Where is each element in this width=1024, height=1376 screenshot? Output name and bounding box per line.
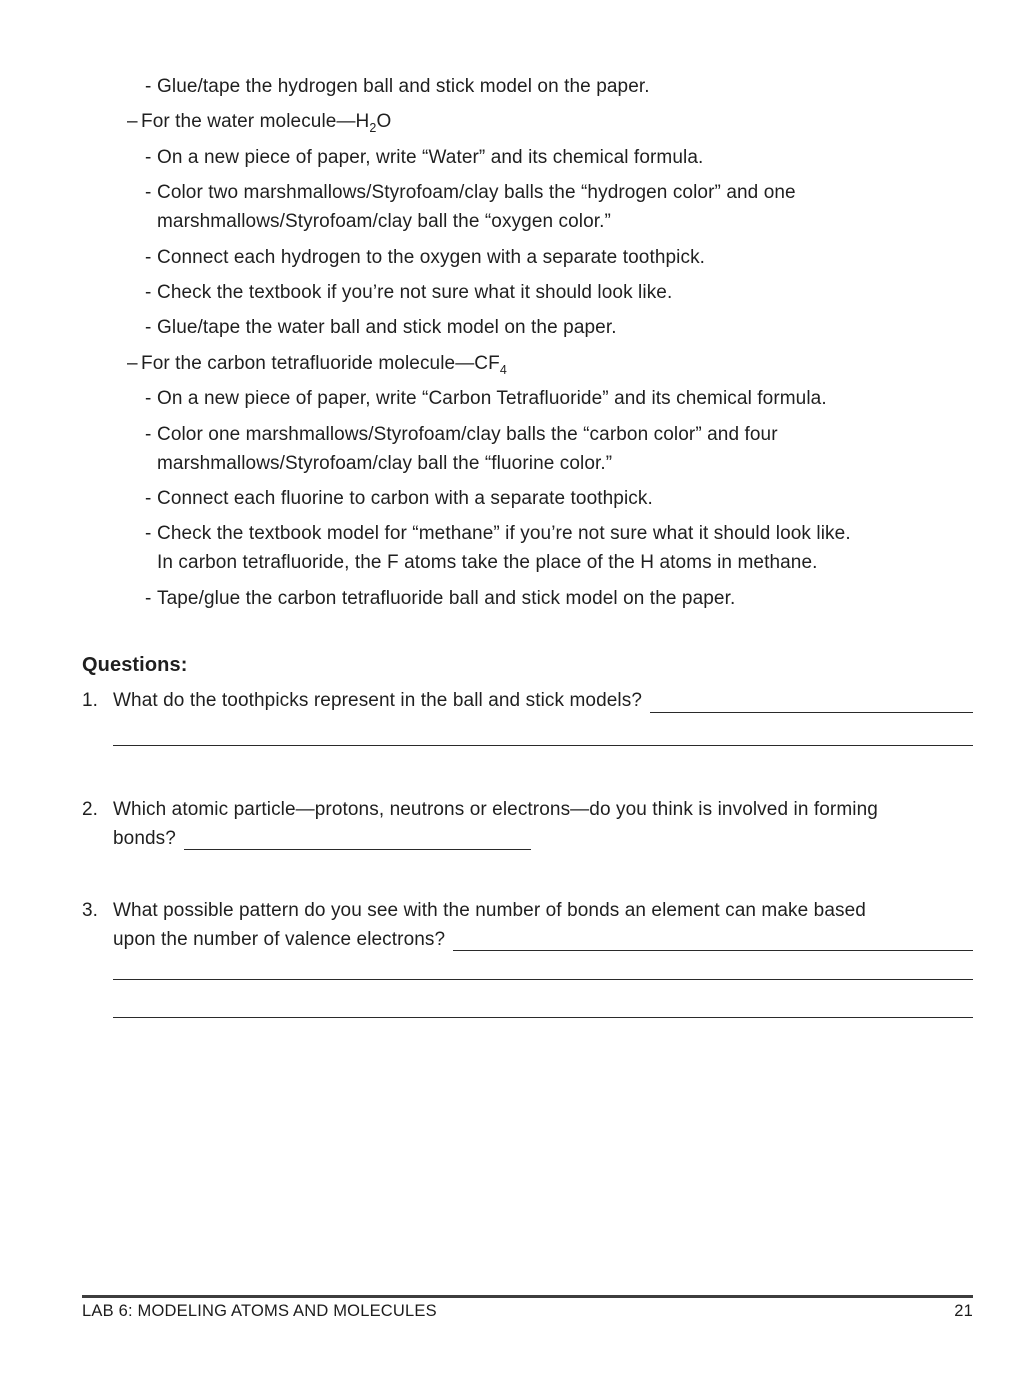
question-number: 1.: [82, 690, 99, 711]
list-item: [145, 243, 973, 272]
question-text: What possible pattern do you see with the number of bonds an element can make based: [113, 900, 866, 921]
list-item: [145, 384, 973, 413]
formula-text: O: [376, 111, 392, 133]
list-item-text: Connect each hydrogen to the oxygen with a separate toothpick.: [157, 246, 706, 268]
formula-subscript: 2: [369, 121, 377, 136]
list-item-text: Glue/tape the hydrogen ball and stick model on the paper.: [157, 76, 650, 97]
question-text: upon the number of valence electrons?: [113, 928, 446, 950]
answer-line: [113, 1017, 973, 1018]
list-item: [145, 143, 973, 172]
dash-bullet: -: [145, 587, 152, 609]
question-number: 2.: [82, 799, 99, 820]
dash-bullet: -: [145, 523, 152, 545]
question-2: [82, 796, 973, 853]
formula-text: For the carbon tetrafluoride molecule—CF: [141, 352, 500, 374]
instruction-list: [82, 72, 973, 619]
list-item-text: Check the textbook if you’re not sure what it should look like.: [157, 281, 673, 303]
page-footer: [82, 1301, 973, 1321]
list-item-text: On a new piece of paper, write “Water” and its chemical formula.: [157, 146, 704, 168]
list-item-carbon-tetrafluoride-molecule: [127, 349, 973, 378]
list-item-text: marshmallows/Styrofoam/clay ball the “oxygen color.”: [157, 211, 611, 233]
page-number: 21: [954, 1302, 973, 1320]
list-item-text: Color two marshmallows/Styrofoam/clay balls the “hydrogen color” and one: [157, 182, 796, 204]
answer-line: [113, 979, 973, 980]
list-item: [145, 313, 973, 342]
list-item: [145, 278, 973, 307]
question-text: What do the toothpicks represent in the ball and stick models?: [113, 690, 642, 711]
answer-line: [113, 745, 973, 746]
answer-blank: [184, 825, 531, 851]
question-3: [82, 897, 973, 954]
list-item-text: In carbon tetrafluoride, the F atoms take the place of the H atoms in methane.: [157, 552, 818, 574]
question-text: bonds?: [113, 827, 176, 849]
question-1: [82, 687, 973, 716]
question-number: 3.: [82, 900, 99, 921]
dash-bullet: -: [145, 76, 152, 97]
list-item: [145, 420, 973, 478]
list-item: [145, 72, 973, 101]
answer-blank: [650, 687, 973, 713]
list-item-text: marshmallows/Styrofoam/clay ball the “fluorine color.”: [157, 452, 613, 474]
dash-bullet: -: [145, 388, 152, 410]
dash-bullet: -: [145, 146, 152, 168]
list-item-text: Color one marshmallows/Styrofoam/clay balls the “carbon color” and four: [157, 423, 778, 445]
list-item-text: On a new piece of paper, write “Carbon Tetrafluoride” and its chemical formula.: [157, 388, 827, 410]
list-item-text: Glue/tape the water ball and stick model on the paper.: [157, 317, 617, 339]
list-item: [145, 584, 973, 613]
footer-rule: [82, 1295, 973, 1298]
list-item-text: [141, 107, 973, 136]
question-text: Which atomic particle—protons, neutrons or electrons—do you think is involved in forming: [113, 799, 878, 820]
dash-bullet: -: [145, 487, 152, 509]
dash-bullet: -: [145, 281, 152, 303]
footer-title: LAB 6: MODELING ATOMS AND MOLECULES: [82, 1302, 437, 1320]
list-item: [145, 484, 973, 513]
list-item-water-molecule: [127, 107, 973, 136]
dash-bullet: -: [145, 423, 152, 445]
formula-text: For the water molecule—H: [141, 111, 370, 133]
list-item: [145, 519, 973, 577]
list-item-text: Tape/glue the carbon tetrafluoride ball and stick model on the paper.: [157, 587, 736, 609]
endash-bullet: –: [127, 111, 138, 133]
list-item-text: Check the textbook model for “methane” if you’re not sure what it should look like.: [157, 523, 851, 545]
questions-heading: Questions:: [82, 654, 188, 676]
list-item: [145, 178, 973, 236]
dash-bullet: -: [145, 246, 152, 268]
answer-blank: [453, 926, 973, 952]
endash-bullet: –: [127, 352, 138, 374]
formula-subscript: 4: [499, 362, 507, 377]
list-item-text: Connect each fluorine to carbon with a separate toothpick.: [157, 487, 653, 509]
list-item-text: [141, 349, 973, 378]
dash-bullet: -: [145, 317, 152, 339]
dash-bullet: -: [145, 182, 152, 204]
